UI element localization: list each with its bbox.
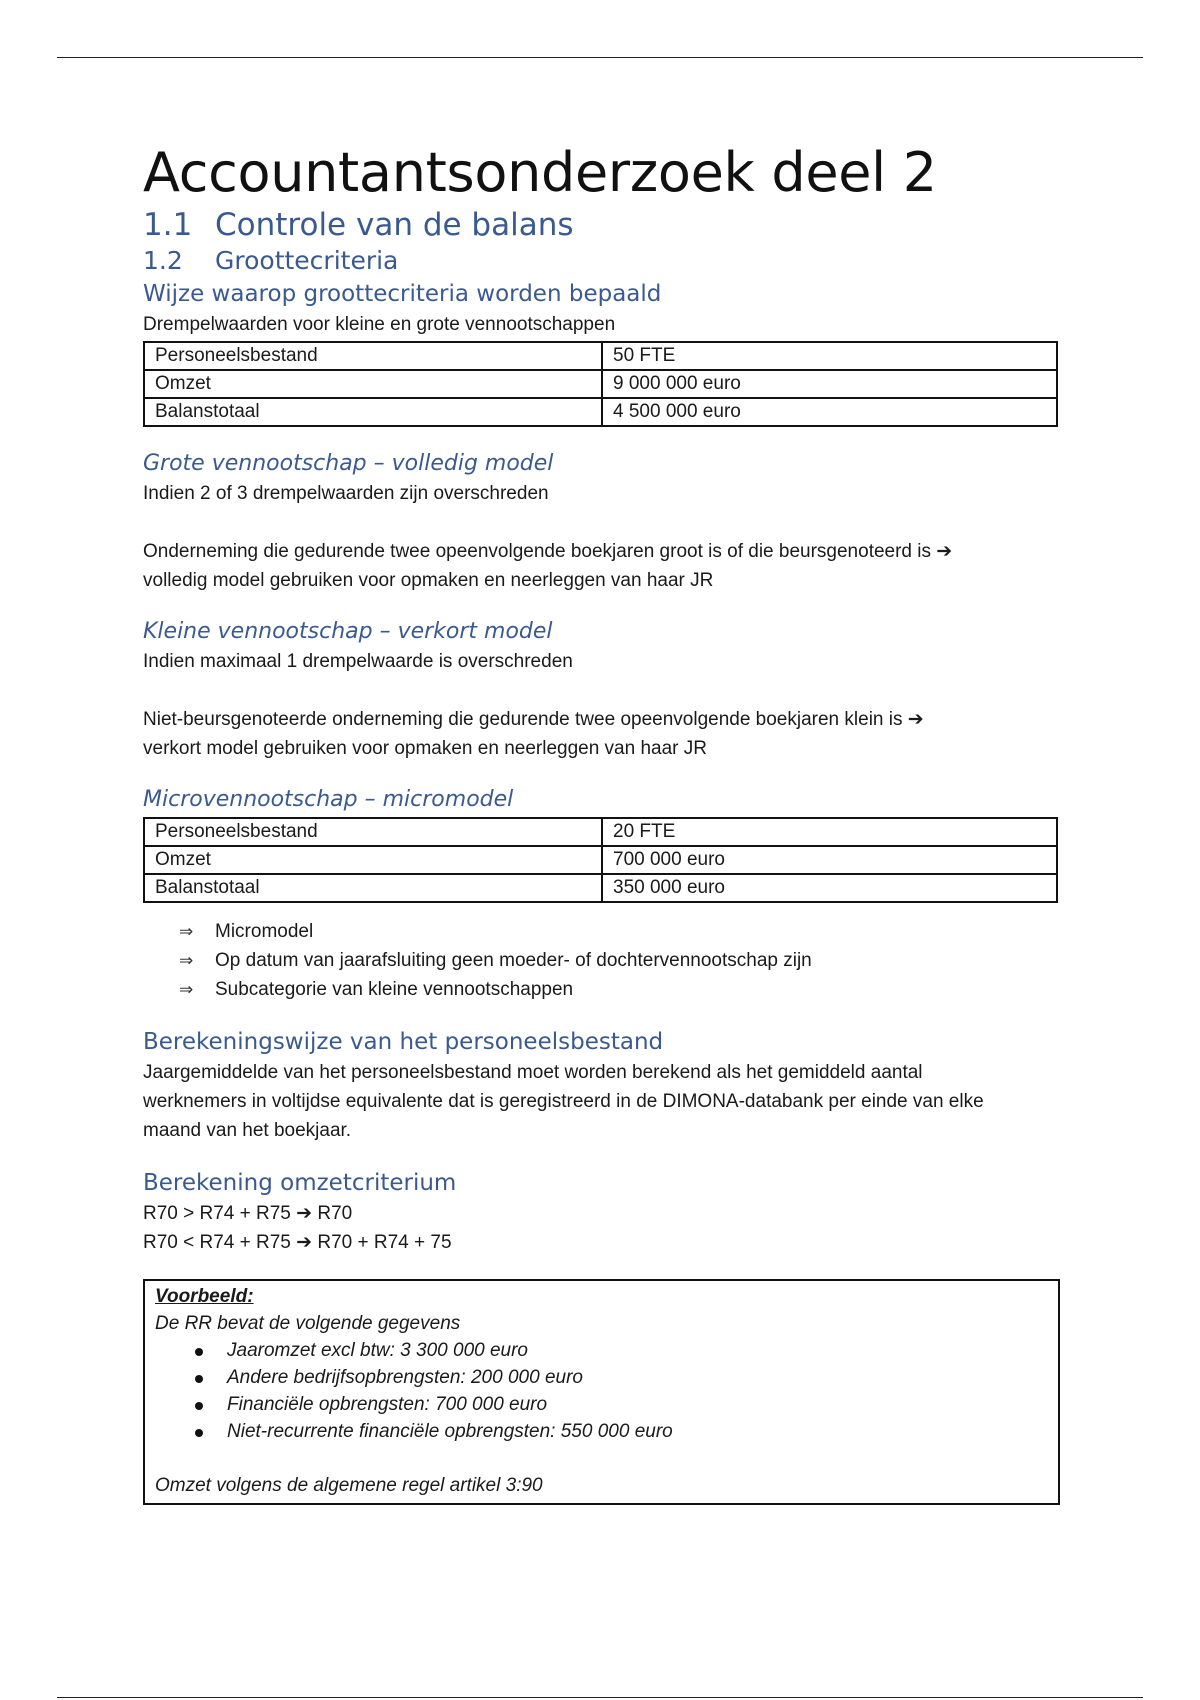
heading-omzetcriterium: Berekening omzetcriterium <box>143 1170 457 1196</box>
kleine-line-2a: Niet-beursgenoteerde onderneming die gedurende twee opeenvolgende boekjaren klein is <box>143 709 903 730</box>
bullet-icon <box>195 1429 203 1437</box>
grote-line-1: Indien 2 of 3 drempelwaarden zijn overschreden <box>143 483 549 504</box>
heading-groottecriteria <box>143 244 1058 278</box>
table-cell-key: Omzet <box>144 846 602 874</box>
heading-wijze-groottecriteria: Wijze waarop groottecriteria worden bepaald <box>143 281 662 307</box>
list-item-text: Niet-recurrente financiële opbrengsten: 550 000 euro <box>227 1421 673 1442</box>
double-arrow-icon: ⇒ <box>179 980 194 999</box>
example-box <box>143 1279 1060 1505</box>
heading-personeelsbestand: Berekeningswijze van het personeelsbestand <box>143 1029 664 1055</box>
example-label: Voorbeeld: <box>155 1286 254 1307</box>
heading-controle-balans <box>143 206 1058 244</box>
bullet-icon <box>195 1375 203 1383</box>
list-item <box>195 1391 1048 1418</box>
formula-2-left: R70 < R74 + R75 <box>143 1232 291 1253</box>
list-item-text: Op datum van jaarafsluiting geen moeder- of dochtervennootschap zijn <box>215 950 812 971</box>
table-cell-value: 350 000 euro <box>602 874 1057 902</box>
intro-text: Drempelwaarden voor kleine en grote vennootschappen <box>143 314 616 335</box>
heading-microvennootschap: Microvennootschap – micromodel <box>143 787 514 812</box>
arrow-icon: ➔ <box>936 540 953 562</box>
table-cell-key: Balanstotaal <box>144 874 602 902</box>
table-row <box>144 846 1057 874</box>
arrow-icon: ➔ <box>296 1231 313 1253</box>
grote-paragraph <box>143 537 1058 595</box>
kleine-line-1: Indien maximaal 1 drempelwaarde is overschreden <box>143 651 573 672</box>
table-cell-key: Personeelsbestand <box>144 342 602 370</box>
list-item-text: Micromodel <box>215 921 314 942</box>
document-body <box>143 140 1058 1505</box>
list-item <box>179 975 1058 1004</box>
list-item <box>195 1364 1048 1391</box>
list-item-text: Jaaromzet excl btw: 3 300 000 euro <box>227 1340 529 1361</box>
table-cell-value: 20 FTE <box>602 818 1057 846</box>
table-row <box>144 874 1057 902</box>
arrow-icon: ➔ <box>296 1202 313 1224</box>
formula-1-right: R70 <box>317 1203 353 1224</box>
bullet-icon <box>195 1348 203 1356</box>
kleine-paragraph <box>143 705 1058 763</box>
document-title: Accountantsonderzoek deel 2 <box>143 141 937 204</box>
table-row <box>144 342 1057 370</box>
grote-line-2b: volledig model gebruiken voor opmaken en neerleggen van haar JR <box>143 570 714 591</box>
personeel-paragraph <box>143 1058 1058 1145</box>
list-item-text: Financiële opbrengsten: 700 000 euro <box>227 1394 548 1415</box>
table-cell-value: 700 000 euro <box>602 846 1057 874</box>
list-item <box>195 1337 1048 1364</box>
micro-bullet-list <box>143 917 1058 1004</box>
threshold-table-large <box>143 341 1058 427</box>
table-row <box>144 818 1057 846</box>
header-rule <box>57 57 1143 58</box>
personeel-line-3: maand van het boekjaar. <box>143 1120 352 1141</box>
table-cell-key: Omzet <box>144 370 602 398</box>
list-item <box>179 917 1058 946</box>
heading-text: Groottecriteria <box>215 246 399 275</box>
heading-grote-vennootschap: Grote vennootschap – volledig model <box>143 451 554 476</box>
table-cell-value: 50 FTE <box>602 342 1057 370</box>
table-cell-key: Personeelsbestand <box>144 818 602 846</box>
double-arrow-icon: ⇒ <box>179 922 194 941</box>
heading-text: Controle van de balans <box>215 207 574 243</box>
list-item <box>195 1418 1048 1445</box>
table-cell-value: 4 500 000 euro <box>602 398 1057 426</box>
bullet-icon <box>195 1402 203 1410</box>
formula-1-left: R70 > R74 + R75 <box>143 1203 291 1224</box>
arrow-icon: ➔ <box>907 708 924 730</box>
example-footer: Omzet volgens de algemene regel artikel 3:90 <box>155 1475 543 1496</box>
list-item-text: Subcategorie van kleine vennootschappen <box>215 979 574 1000</box>
table-cell-value: 9 000 000 euro <box>602 370 1057 398</box>
kleine-line-2b: verkort model gebruiken voor opmaken en neerleggen van haar JR <box>143 738 707 759</box>
double-arrow-icon: ⇒ <box>179 951 194 970</box>
heading-number: 1.1 <box>143 207 193 243</box>
list-item-text: Andere bedrijfsopbrengsten: 200 000 euro <box>227 1367 583 1388</box>
heading-number: 1.2 <box>143 246 183 275</box>
table-row <box>144 398 1057 426</box>
threshold-table-micro <box>143 817 1058 903</box>
list-item <box>179 946 1058 975</box>
table-cell-key: Balanstotaal <box>144 398 602 426</box>
heading-kleine-vennootschap: Kleine vennootschap – verkort model <box>143 619 553 644</box>
grote-line-2a: Onderneming die gedurende twee opeenvolgende boekjaren groot is of die beursgenoteerd is <box>143 541 931 562</box>
formula-2-right: R70 + R74 + 75 <box>317 1232 452 1253</box>
table-row <box>144 370 1057 398</box>
personeel-line-1: Jaargemiddelde van het personeelsbestand moet worden berekend als het gemiddeld aantal <box>143 1062 923 1083</box>
example-intro: De RR bevat de volgende gegevens <box>155 1313 461 1334</box>
formula-1 <box>143 1199 1058 1228</box>
example-list <box>155 1337 1048 1445</box>
formula-2 <box>143 1228 1058 1257</box>
personeel-line-2: werknemers in voltijdse equivalente dat is geregistreerd in de DIMONA-databank per einde van elke <box>143 1091 984 1112</box>
footer-rule <box>57 1697 1143 1698</box>
